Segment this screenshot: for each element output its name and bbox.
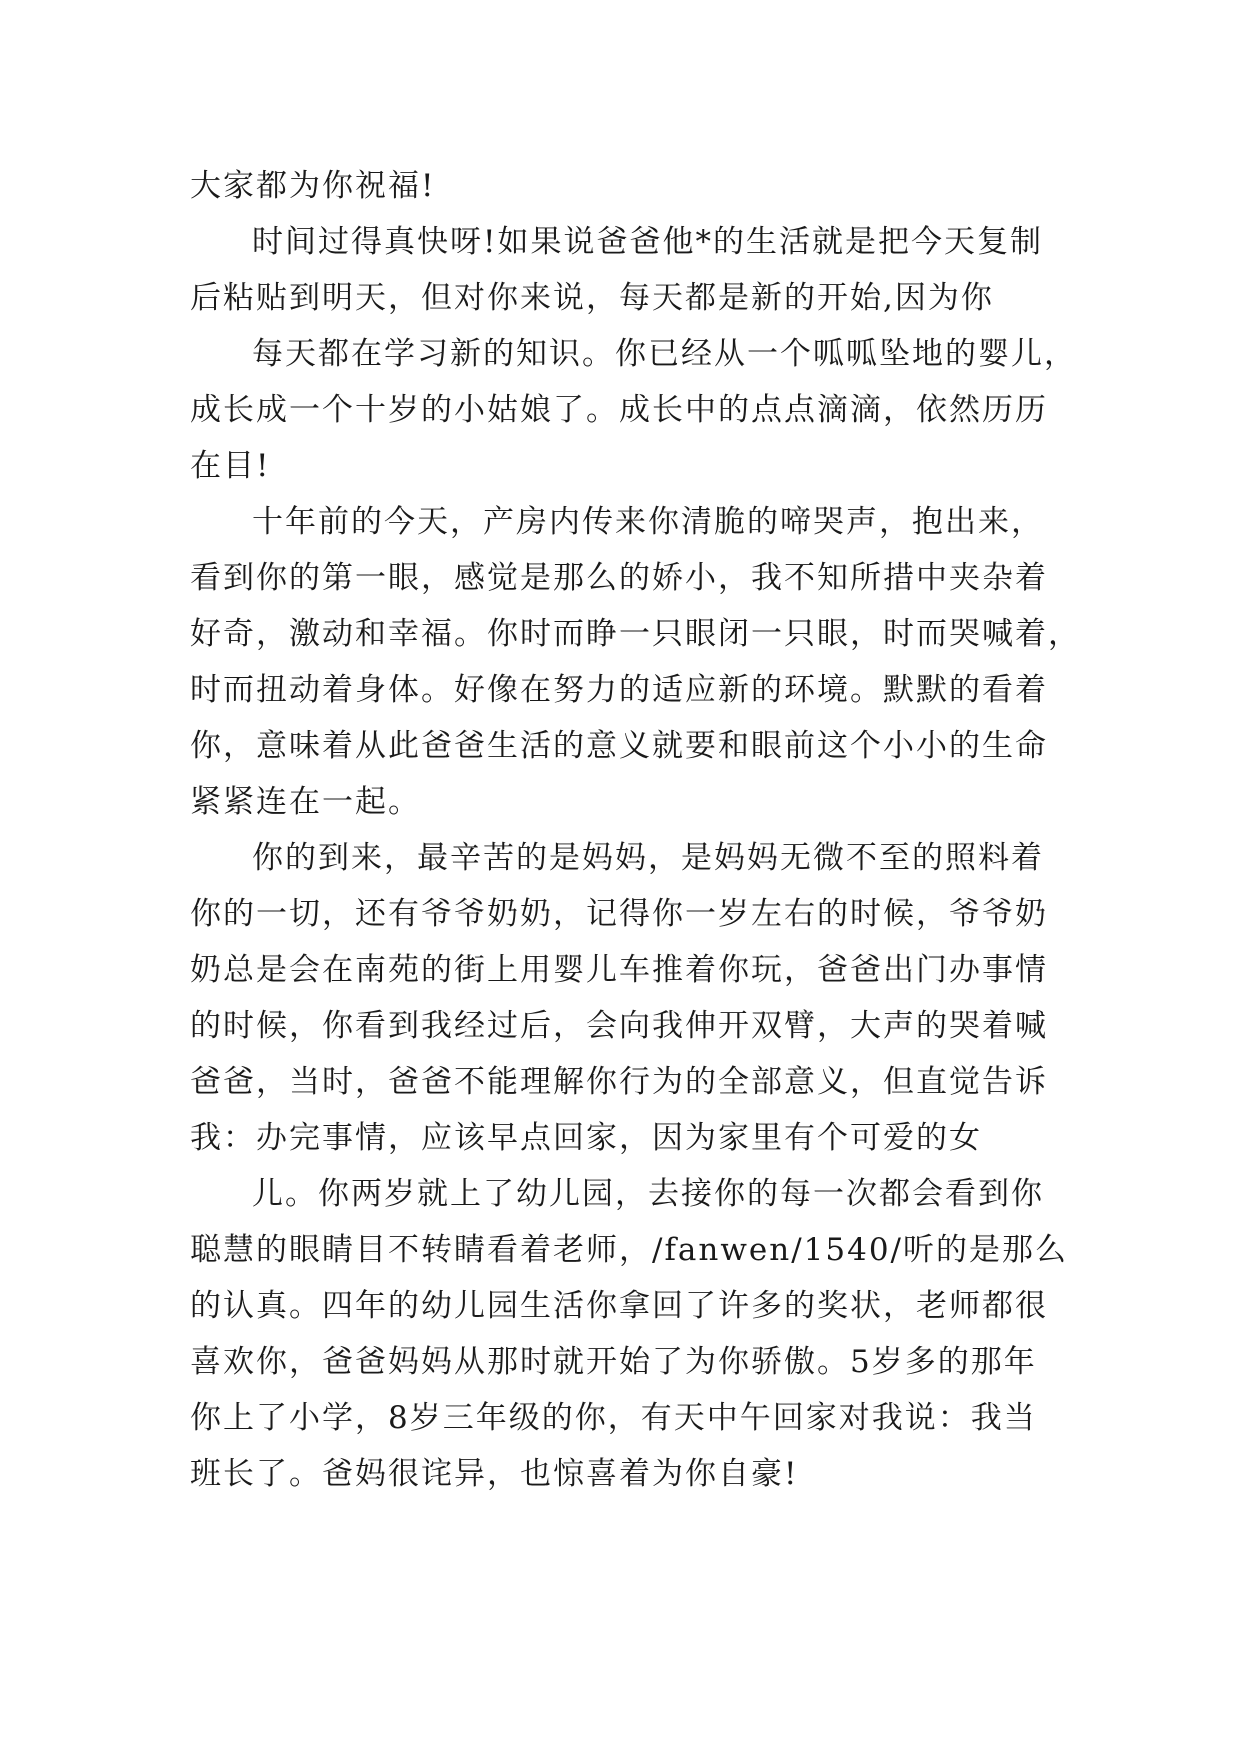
text-line: 你的到来，最辛苦的是妈妈，是妈妈无微不至的照料着 <box>252 840 1044 876</box>
text-line: 你上了小学，8岁三年级的你，有天中午回家对我说：我当 <box>190 1400 1037 1436</box>
text-line: 在目! <box>190 448 271 484</box>
text-line: 十年前的今天，产房内传来你清脆的啼哭声，抱出来， <box>252 504 1044 540</box>
text-line: 时而扭动着身体。好像在努力的适应新的环境。默默的看着 <box>190 672 1048 708</box>
text-line: 紧紧连在一起。 <box>190 784 421 820</box>
text-line: 后粘贴到明天，但对你来说，每天都是新的开始,因为你 <box>190 280 994 316</box>
text-line: 你的一切，还有爷爷奶奶，记得你一岁左右的时候，爷爷奶 <box>190 896 1048 932</box>
text-line: 的时候，你看到我经过后，会向我伸开双臂，大声的哭着喊 <box>190 1008 1048 1044</box>
text-line: 班长了。爸妈很诧异，也惊喜着为你自豪! <box>190 1456 799 1492</box>
text-line: 的认真。四年的幼儿园生活你拿回了许多的奖状，老师都很 <box>190 1288 1048 1324</box>
text-line: 喜欢你，爸爸妈妈从那时就开始了为你骄傲。5岁多的那年 <box>190 1344 1037 1380</box>
text-line: 爸爸，当时，爸爸不能理解你行为的全部意义，但直觉告诉 <box>190 1064 1048 1100</box>
text-line: 时间过得真快呀!如果说爸爸他*的生活就是把今天复制 <box>252 224 1043 260</box>
text-line: 我：办完事情，应该早点回家，因为家里有个可爱的女 <box>190 1120 982 1156</box>
text-line: 聪慧的眼睛目不转睛看着老师，/fanwen/1540/听的是那么 <box>190 1232 1068 1268</box>
text-line: 看到你的第一眼，感觉是那么的娇小，我不知所措中夹杂着 <box>190 560 1048 596</box>
text-line: 你，意味着从此爸爸生活的意义就要和眼前这个小小的生命 <box>190 728 1048 764</box>
text-line: 每天都在学习新的知识。你已经从一个呱呱坠地的婴儿， <box>252 336 1077 372</box>
text-line: 儿。你两岁就上了幼儿园，去接你的每一次都会看到你 <box>252 1176 1044 1212</box>
text-line: 大家都为你祝福! <box>190 168 436 204</box>
document-body <box>190 158 1081 1502</box>
text-line: 好奇，激动和幸福。你时而睁一只眼闭一只眼，时而哭喊着， <box>190 616 1081 652</box>
text-line: 成长成一个十岁的小姑娘了。成长中的点点滴滴，依然历历 <box>190 392 1048 428</box>
text-line: 奶总是会在南苑的街上用婴儿车推着你玩，爸爸出门办事情 <box>190 952 1048 988</box>
